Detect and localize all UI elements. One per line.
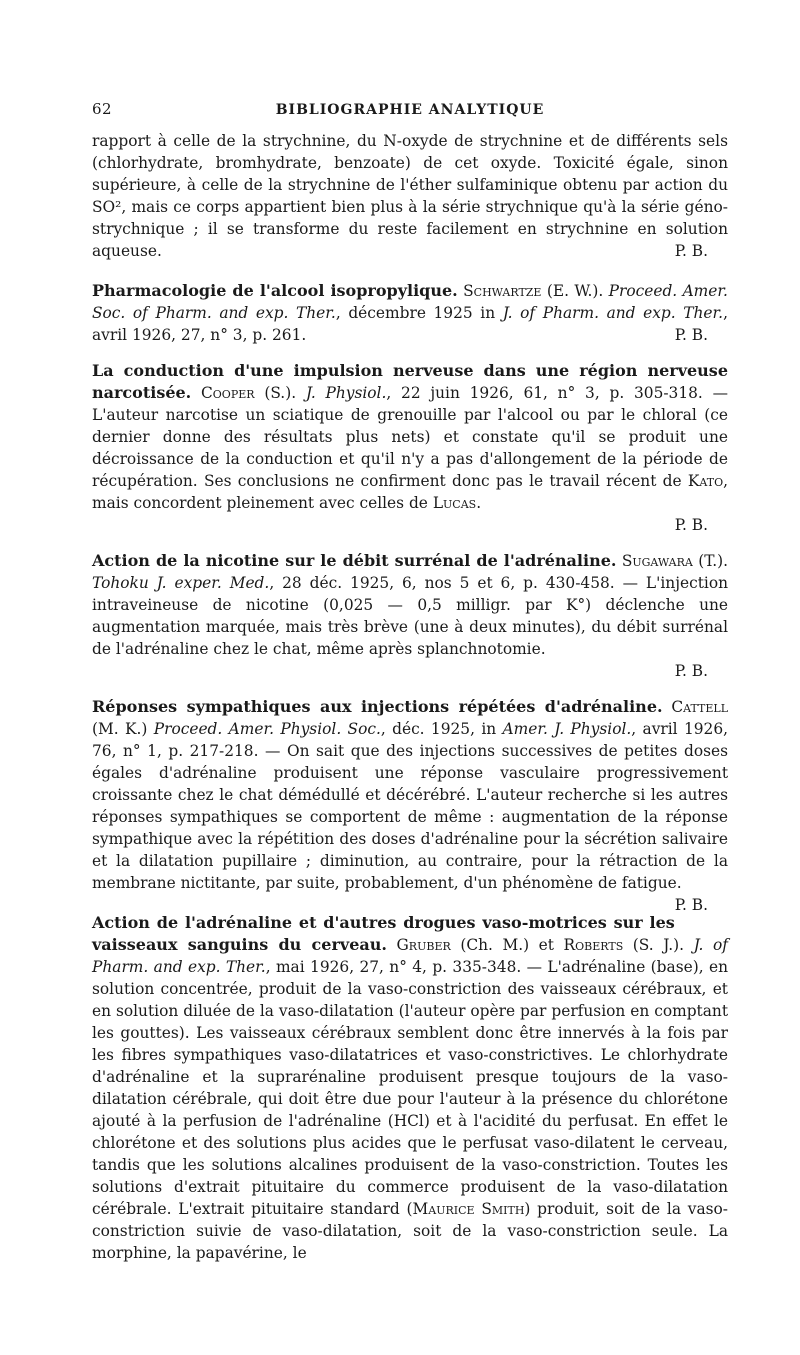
author-initials: (E. W.). <box>546 282 604 300</box>
running-head: BIBLIOGRAPHIE ANALYTIQUE <box>275 102 545 118</box>
signature: P. B. <box>674 516 708 534</box>
signature: P. B. <box>674 242 708 260</box>
abstract-text: — L'adrénaline (base), en solution concentrée, produit de la vaso-constriction des vaisseaux cérébraux, et en solution diluée de la vaso-dilatation (l'auteur opère par perfusion en comptant les gouttes). Les vaisseaux cérébraux semblent donc être innervés à la fois par les fibres sympathiques vaso-dilatatrices et vaso-constrictives. Le chlorhydrate d'adrénaline et la suprarénaline produisent presque toujours de la vaso-dilatation cérébrale, qui doit être due pour l'auteur à la présence du chlorétone ajouté à la perfusion de l'adrénaline (HCl) et à l'acidité du perfusat. En effet le chlorétone et des solutions plus acides que le perfusat vaso-dilatent le cerveau, tandis que les solutions alcalines produisent de la vaso-constriction. Toutes les solutions d'extrait pituitaire du commerce produisent de la vaso-dilatation cérébrale. L'extrait pituitaire standard ( <box>92 958 728 1218</box>
author-name: Cooper <box>201 384 255 402</box>
author-initials: (T.). <box>698 552 728 570</box>
reference-detail: , déc. 1925, in <box>380 720 503 738</box>
cited-name: Maurice Smith <box>412 1200 525 1218</box>
entry-title: Action de l'adrénaline et d'autres drogues vaso-motrices sur les vaisseaux sanguins du cerveau. <box>92 913 675 954</box>
author-initials: (S. J.). <box>632 936 685 954</box>
author-name: Schwartze <box>463 282 542 300</box>
reference-detail: , avril 1926, 76, n° 1, p. 217-218. <box>92 720 729 760</box>
bibliography-entry <box>92 280 728 346</box>
journal-citation: J. of Pharm. and exp. Ther. <box>92 936 728 976</box>
continuation-text: rapport à celle de la strychnine, du N-oxyde de strychnine et de différents sels (chlorhydrate, bromhydrate, benzoate) de cet oxyde. Toxicité égale, sinon supérieure, à celle de la strychnine de l'éther sulfaminique obtenu par action du SO², mais ce corps appartient bien plus à la série strychnique qu'à la série géno-strychnique ; il se transforme du reste facilement en strychnine en solution aqueuse. <box>92 132 728 260</box>
journal-citation: J. Physiol. <box>305 384 387 402</box>
entry-title: Réponses sympathiques aux injections répétées d'adrénaline. <box>92 697 663 716</box>
page <box>92 100 728 1264</box>
reference-detail: , avril 1926, 27, n° 3, p. 261. <box>92 304 728 344</box>
bibliography-entry <box>92 912 728 1264</box>
signature: P. B. <box>674 896 708 914</box>
continuation-paragraph <box>92 130 728 262</box>
abstract-text: , mais concordent pleinement avec celles de <box>92 472 728 512</box>
author-name: Gruber <box>396 936 451 954</box>
journal-citation: Proceed. Amer. Soc. of Pharm. and exp. Ther. <box>92 282 728 322</box>
abstract-text: — On sait que des injections successives de petites doses égales d'adrénaline produisent une réponse vasculaire progressivement croissante chez le chat démédullé et décérébré. L'auteur recherche si les autres réponses sympathiques se comportent de même : augmentation de la réponse sympathique avec la répétition des doses d'adrénaline pour la sécrétion salivaire et la dilatation pupillaire ; diminution, au contraire, pour la rétraction de la membrane nictitante, par suite, probablement, d'un phénomène de fatigue. <box>92 742 728 892</box>
author-initials: (S.). <box>264 384 297 402</box>
author-name: Sugawara <box>621 552 693 570</box>
abstract-text: . <box>476 494 482 512</box>
bibliography-entry <box>92 550 728 682</box>
cited-name: Kato <box>687 472 724 490</box>
entry-title: Action de la nicotine sur le débit surrénal de l'adrénaline. <box>92 551 617 570</box>
reference-detail: , 22 juin 1926, 61, n° 3, p. 305-318. <box>386 384 703 402</box>
author-initials: (Ch. M.) et <box>460 936 554 954</box>
signature: P. B. <box>674 326 708 344</box>
bibliography-entry <box>92 696 729 914</box>
journal-citation: Amer. J. Physiol. <box>502 720 632 738</box>
author-name: Roberts <box>563 936 624 954</box>
author-initials: (M. K.) <box>92 720 148 738</box>
cited-name: Lucas <box>432 494 477 512</box>
signature: P. B. <box>674 662 708 680</box>
author-name: Cattell <box>671 698 728 716</box>
abstract-text: — L'injection intraveineuse de nicotine (0,025 — 0,5 milligr. par K°) déclenche une augmentation marquée, mais très brève (une à deux minutes), du débit surrénal de l'adrénaline chez le chat, même après splanchnotomie. <box>92 574 728 658</box>
journal-citation: J. of Pharm. and exp. Ther. <box>502 304 724 322</box>
bibliography-entry <box>92 360 728 536</box>
abstract-text: ) produit, soit de la vaso-constriction suivie de vaso-dilatation, soit de la vaso-constriction seule. La morphine, la papavérine, le <box>92 1200 728 1262</box>
abstract-text: — L'auteur narcotise un sciatique de grenouille par l'alcool ou par le chloral (ce dernier donne des résultats plus nets) et constate qu'il se produit une décroissance de la conduction et qu'il n'y a pas d'allongement de la période de récupération. Ses conclusions ne confirment donc pas le travail récent de <box>92 384 728 490</box>
reference-detail: , décembre 1925 in <box>335 304 503 322</box>
reference-detail: , mai 1926, 27, n° 4, p. 335-348. <box>265 958 522 976</box>
journal-citation: Tohoku J. exper. Med. <box>92 574 270 592</box>
page-header <box>92 100 728 130</box>
journal-citation: Proceed. Amer. Physiol. Soc. <box>153 720 381 738</box>
reference-detail: , 28 déc. 1925, 6, nos 5 et 6, p. 430-458. <box>269 574 615 592</box>
page-number: 62 <box>92 100 113 118</box>
entry-title: La conduction d'une impulsion nerveuse dans une région nerveuse narcotisée. <box>92 361 728 402</box>
entry-title: Pharmacologie de l'alcool isopropylique. <box>92 281 458 300</box>
